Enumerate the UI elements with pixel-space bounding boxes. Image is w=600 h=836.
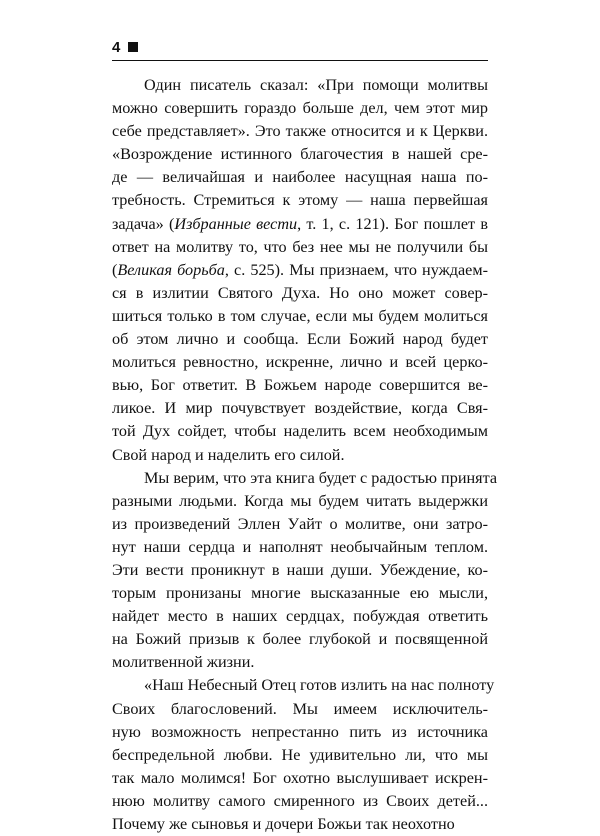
text-line (112, 74, 488, 97)
text-segment: вью, Бог ответит. В Божьем народе совершится ве- (112, 376, 488, 395)
text-segment: себе представляет». Это также относится и к Церкви. (112, 122, 488, 141)
text-segment: об этом лично и сообща. Если Божий народ будет (112, 330, 488, 349)
text-line (112, 767, 488, 790)
text-segment: Один писатель сказал: «При помощи молитвы (144, 76, 488, 94)
text-segment: Своих благословений. Мы имеем исключитель- (112, 699, 488, 718)
text-line (112, 120, 488, 143)
text-line (112, 467, 498, 490)
text-line (112, 351, 488, 374)
text-line (112, 328, 488, 351)
text-segment: Почему же сыновья и дочери Божьи так неохотно (112, 815, 455, 833)
text-line (112, 397, 488, 420)
text-segment: «Наш Небесный Отец готов излить на нас полноту (144, 676, 495, 695)
paragraph (112, 674, 495, 836)
text-body (112, 74, 498, 836)
text-line (112, 143, 488, 166)
text-line (112, 605, 488, 628)
italic-citation: Великая борьба (117, 260, 225, 279)
text-segment: из произведений Эллен Уайт о молитве, они затро- (112, 514, 488, 533)
text-segment: «Возрождение истинного благочестия в нашей сре- (112, 145, 488, 164)
text-segment: задача» ( (112, 214, 175, 233)
page-number: 4 (112, 39, 121, 56)
text-line (112, 420, 488, 443)
text-segment: торым пронизаны многие высказанные ею мысли, (112, 584, 488, 603)
text-segment: можно совершить гораздо больше дел, чем этот мир (112, 99, 488, 118)
text-segment: шиться только в том случае, если мы будем молиться (112, 306, 488, 325)
text-line (112, 236, 488, 259)
paragraph (112, 467, 498, 675)
text-segment: найдет место в наших сердцах, побуждая ответить (112, 607, 488, 626)
text-segment: ную возможность непрестанно пить из источника (112, 722, 488, 741)
text-segment: ответ на молитву то, что без нее мы не получили бы (112, 237, 488, 256)
text-line (112, 490, 488, 513)
text-segment: требность. Стремиться к этому — наша первейшая (112, 191, 488, 210)
page-header (112, 38, 488, 61)
text-segment: ( (112, 260, 118, 279)
header-square-icon (128, 42, 138, 52)
text-line (112, 651, 488, 674)
text-segment: нюю молитву самого смиренного из Своих детей... (112, 791, 488, 810)
text-line (112, 813, 488, 836)
text-line (112, 97, 488, 120)
text-segment: , т. 1, с. 121). Бог пошлет в (297, 214, 488, 233)
text-segment: на Божий призыв к более глубокой и посвященной (112, 630, 488, 649)
text-segment: Свой народ и наделить его силой. (112, 445, 345, 464)
text-segment: нут наши сердца и наполнят необычайным теплом. (112, 537, 488, 556)
text-segment: молитвенной жизни. (112, 653, 255, 672)
text-line (112, 513, 488, 536)
text-line (112, 166, 488, 189)
text-segment: ликое. И мир почувствует воздействие, когда Свя- (112, 399, 488, 418)
text-segment: разными людьми. Когда мы будем читать выдержки (112, 491, 488, 510)
text-line (112, 213, 488, 236)
text-line (112, 444, 488, 467)
text-line (112, 259, 488, 282)
text-segment: Эти вести проникнут в наши души. Убеждение, ко- (112, 560, 488, 579)
text-segment: Мы верим, что эта книга будет с радостью принята (144, 468, 498, 487)
text-line (112, 374, 488, 397)
text-line (112, 582, 488, 605)
text-line (112, 721, 488, 744)
text-segment: , с. 525). Мы признаем, что нуждаем- (224, 260, 489, 279)
text-line (112, 189, 488, 212)
paragraph (112, 74, 488, 467)
text-line (112, 744, 488, 767)
text-line (112, 559, 488, 582)
text-segment: ся в излитии Святого Духа. Но оно может совер- (112, 283, 488, 302)
italic-citation: Избранные вести (174, 214, 298, 233)
text-line (112, 674, 495, 697)
text-segment: той Дух сойдет, чтобы наделить всем необходимым (112, 422, 488, 441)
text-segment: де — величайшая и наиболее насущная наша по- (112, 168, 488, 187)
text-line (112, 790, 488, 813)
text-line (112, 698, 488, 721)
text-line (112, 536, 488, 559)
text-segment: молиться ревностно, искренне, лично и всей церко- (112, 353, 488, 372)
text-line (112, 282, 488, 305)
text-line (112, 628, 488, 651)
text-segment: беспредельной любви. Не удивительно ли, что мы (112, 745, 488, 764)
text-segment: так мало молимся! Бог охотно выслушивает искрен- (112, 768, 488, 787)
text-line (112, 305, 488, 328)
